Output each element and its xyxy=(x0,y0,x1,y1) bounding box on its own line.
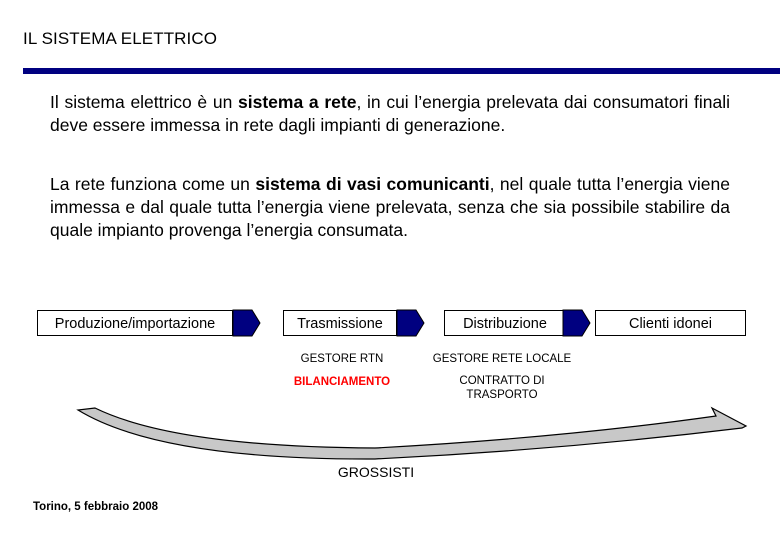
label-bilanciamento: BILANCIAMENTO xyxy=(293,376,391,388)
chain-box-clients: Clienti idonei xyxy=(595,310,746,336)
page-title: IL SISTEMA ELETTRICO xyxy=(23,29,218,48)
paragraph2-pre: La rete funziona come un xyxy=(50,174,256,194)
label-gestore-rtn: GESTORE RTN xyxy=(300,353,384,365)
contratto-line1: CONTRATTO DI xyxy=(459,375,545,387)
paragraph2-bold: sistema di vasi comunicanti xyxy=(255,174,490,194)
contratto-line2: TRASPORTO xyxy=(466,389,538,401)
footer-date: Torino, 5 febbraio 2008 xyxy=(33,501,159,513)
paragraph2-post: , nel quale tutta l’energia viene immessa e dal quale tutta l’energia viene prelevata, senza che sia possibile stabilire da quale impianto provenga l’energia consumata. xyxy=(50,174,730,240)
chain-box-transmission: Trasmissione xyxy=(283,310,397,336)
chain-box-production: Produzione/importazione xyxy=(37,310,233,336)
label-gestore-rete-locale: GESTORE RETE LOCALE xyxy=(432,353,572,365)
paragraph1-bold: sistema a rete xyxy=(238,92,357,112)
chain-box-distribution: Distribuzione xyxy=(444,310,566,336)
label-grossisti: GROSSISTI xyxy=(337,464,415,480)
paragraph1-post: , in cui l’energia prelevata dai consumatori finali deve essere immessa in rete dagli impianti di generazione. xyxy=(50,92,730,135)
paragraph1-pre: Il sistema elettrico è un xyxy=(50,92,239,112)
arc-arrow-shape xyxy=(78,408,746,459)
